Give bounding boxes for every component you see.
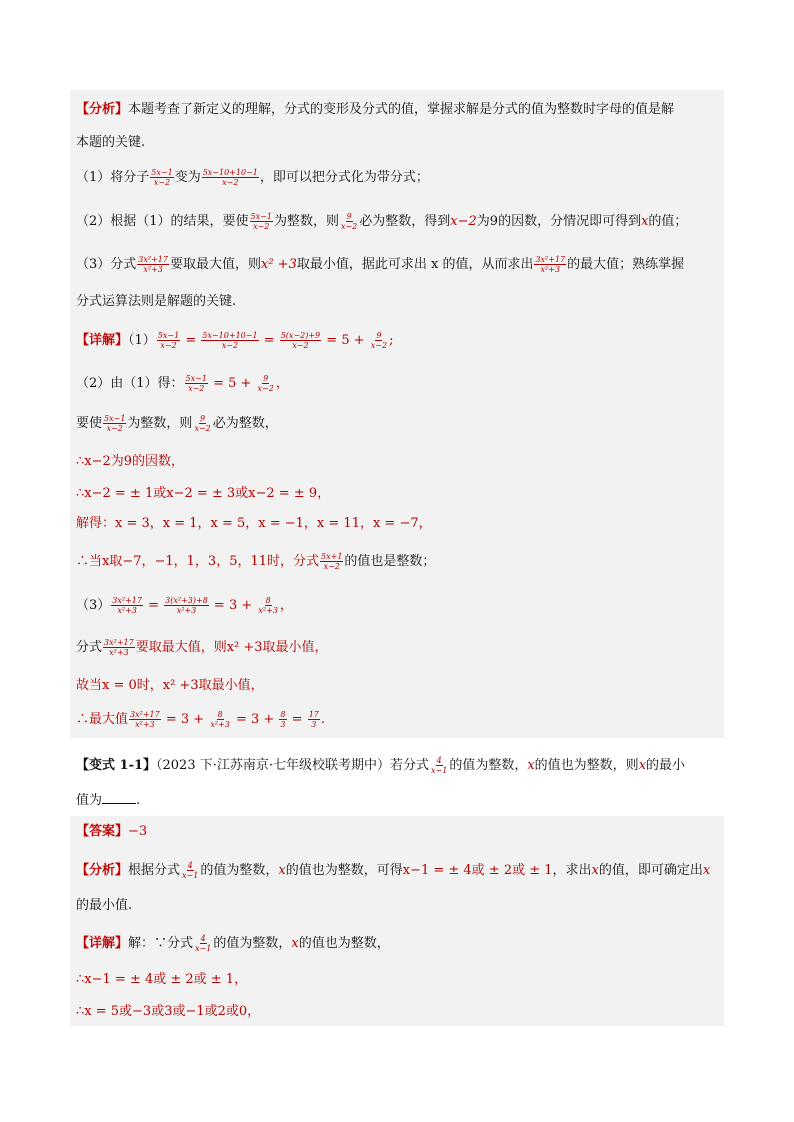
frac-num: 5x−1 — [151, 168, 173, 177]
math: = 5 + — [322, 333, 369, 348]
math-text: 要取最大值，则x² +3取最小值， — [135, 640, 328, 655]
text: 的值也为整数， — [298, 936, 390, 951]
analysis-tag: 【分析】 — [76, 102, 129, 117]
fraction — [250, 212, 273, 231]
math: ， — [275, 376, 289, 391]
frac-num: 5x−1 — [104, 414, 126, 423]
frac-den: x−2 — [194, 424, 211, 433]
frac-den: x²+3 — [135, 720, 155, 729]
text: 的值为整数， — [213, 936, 292, 951]
answer-blank — [102, 790, 136, 804]
analysis-line-2 — [76, 133, 145, 153]
variant-question-line-2 — [76, 790, 140, 810]
frac-den: x−2 — [323, 562, 340, 571]
frac-den: x−2 — [340, 222, 358, 231]
text: 本题的关键. — [76, 135, 146, 150]
frac-num: 4 — [200, 934, 206, 943]
text: （1）将分子 — [76, 170, 150, 185]
detail-line-11 — [76, 710, 325, 730]
analysis-step-2 — [76, 212, 687, 232]
fraction — [103, 638, 135, 657]
fraction — [129, 710, 161, 729]
text: 的值也为整数，可得 — [285, 863, 403, 878]
text: 的值为整数， — [200, 863, 279, 878]
frac-den: x²+3 — [258, 606, 278, 615]
analysis-step-3 — [76, 255, 684, 275]
fraction — [320, 552, 343, 571]
fraction — [193, 414, 211, 433]
text: 的最小值. — [76, 898, 133, 913]
variant-analysis-line-2 — [76, 896, 132, 916]
fraction — [257, 374, 275, 393]
fraction — [430, 756, 448, 775]
text: 的值为整数， — [449, 758, 528, 773]
math: x — [641, 214, 649, 229]
math-text: ∴最大值 — [76, 712, 129, 727]
variant-analysis-line-1 — [76, 861, 710, 881]
detail-line-4 — [76, 452, 184, 472]
math: = — [143, 598, 164, 613]
frac-den: x−2 — [257, 384, 274, 393]
math: = — [259, 333, 279, 348]
text: 的最小 — [646, 758, 686, 773]
text: 本题考查了新定义的理解，分式的变形及分式的值，掌握求解是分式的值为整数时字母的值是解 — [128, 102, 675, 117]
answer-panel-2 — [70, 816, 724, 1026]
fraction — [308, 710, 320, 729]
text: 为整数，则 — [273, 214, 339, 229]
math: = 5 + — [208, 376, 256, 391]
frac-num: 5x−1 — [185, 374, 207, 383]
frac-num: 9 — [263, 374, 269, 383]
math: x — [638, 758, 647, 773]
frac-den: x−1 — [195, 944, 212, 953]
text: （2）根据（1）的结果，要使 — [76, 214, 249, 229]
text: 变为 — [174, 170, 201, 185]
text: 的值也为整数，则 — [534, 758, 639, 773]
frac-den: 3 — [280, 720, 286, 729]
analysis-tag: 【分析】 — [76, 863, 129, 878]
frac-num: 3x²+17 — [104, 638, 134, 647]
frac-num: 5x−1 — [157, 331, 180, 340]
frac-den: x−2 — [153, 178, 171, 187]
frac-num: 9 — [376, 331, 382, 340]
math: x−2 — [450, 214, 477, 229]
fraction — [194, 934, 212, 953]
variant-question-line-1 — [76, 756, 685, 776]
text: 的值也是整数； — [344, 554, 436, 569]
answer-line — [76, 822, 147, 842]
math-text: ∴x−1 = ± 4或 ± 2或 ± 1， — [76, 972, 248, 987]
text: ，求出 — [552, 863, 592, 878]
math-text: 故当x = 0时，x² +3取最小值， — [76, 678, 264, 693]
fraction — [150, 168, 173, 187]
math: ， — [279, 598, 293, 613]
frac-num: 8 — [265, 596, 271, 605]
math-text: 解得：x = 3，x = 1，x = 5，x = −1，x = 11，x = −7， — [76, 516, 432, 531]
fraction — [534, 255, 566, 274]
analysis-step-1 — [76, 168, 429, 188]
frac-num: 3x²+17 — [535, 255, 566, 264]
fraction — [181, 861, 199, 880]
detail-line-5 — [76, 484, 330, 504]
frac-den: x−1 — [182, 871, 199, 880]
fraction — [280, 331, 321, 350]
math: = 3 + — [161, 712, 209, 727]
text: . — [136, 793, 141, 808]
text: （2023 下·江苏南京·七年级校联考期中）若分式 — [156, 758, 429, 773]
detail-line-1 — [76, 331, 393, 351]
frac-num: 3(x²+3)+8 — [165, 596, 208, 605]
detail-line-3 — [76, 414, 278, 434]
math: x² +3 — [261, 257, 297, 272]
text: （2）由（1）得： — [76, 376, 184, 391]
math: x — [591, 863, 599, 878]
fraction — [137, 255, 169, 274]
detail-line-6 — [76, 514, 432, 534]
answer-value: −3 — [128, 824, 148, 839]
detail-line-2 — [76, 374, 289, 394]
text: 要使 — [76, 416, 103, 431]
math-text: ∴x = 5或−3或3或−1或2或0， — [76, 1004, 261, 1019]
frac-den: 3 — [311, 720, 317, 729]
text: 为整数，则 — [127, 416, 193, 431]
text: 分式运算法则是解题的关键. — [76, 294, 237, 309]
math: x — [291, 936, 299, 951]
math: = — [287, 712, 307, 727]
fraction — [340, 212, 358, 231]
fraction — [202, 168, 259, 187]
text: 根据分式 — [128, 863, 181, 878]
math-text: ∴当x取−7，−1，1，3，5，11时，分式 — [76, 554, 320, 569]
fraction — [201, 331, 258, 350]
text: （3）分式 — [76, 257, 137, 272]
frac-den: x−2 — [370, 341, 388, 350]
frac-den: x²+3 — [176, 606, 197, 615]
frac-num: 8 — [217, 710, 223, 719]
fraction — [164, 596, 209, 615]
fraction — [209, 710, 231, 729]
fraction — [257, 596, 279, 615]
text: 的值，即可确定出 — [598, 863, 703, 878]
frac-num: 3x²+17 — [130, 710, 160, 719]
frac-num: 17 — [308, 710, 319, 719]
detail-line-9 — [76, 638, 328, 658]
text: 必为整数，得到 — [359, 214, 451, 229]
frac-num: 9 — [346, 212, 352, 221]
frac-den: x²+3 — [143, 265, 163, 274]
frac-den: x²+3 — [117, 606, 137, 615]
text: 的值； — [648, 214, 688, 229]
frac-num: 5x−10+10−1 — [202, 168, 258, 177]
answer-tag: 【答案】 — [76, 824, 129, 839]
fraction — [370, 331, 388, 350]
detail-tag: 【详解】 — [76, 936, 129, 951]
frac-den: x−2 — [160, 341, 177, 350]
math: x — [278, 863, 286, 878]
math: = — [181, 333, 201, 348]
analysis-step-3-line-2 — [76, 292, 236, 312]
text: 解：∵分式 — [128, 936, 194, 951]
detail-line-7 — [76, 552, 435, 572]
math: x−1 = ± 4或 ± 2或 ± 1 — [402, 863, 553, 878]
text: （1） — [128, 333, 156, 348]
fraction — [185, 374, 208, 393]
frac-num: 9 — [200, 414, 206, 423]
frac-num: 8 — [280, 710, 286, 719]
math-text: ∴x−2 = ± 1或x−2 = ± 3或x−2 = ± 9， — [76, 486, 331, 501]
math: x — [527, 758, 535, 773]
variant-tag: 【变式 1-1】 — [76, 758, 157, 773]
text: ，即可以把分式化为带分式； — [259, 170, 429, 185]
frac-den: x−2 — [188, 384, 205, 393]
math-text: ∴x−2为9的因数， — [76, 454, 185, 469]
math: . — [320, 712, 326, 727]
math: = 3 + — [231, 712, 279, 727]
frac-num: 5x−10+10−1 — [202, 331, 258, 340]
frac-den: x−2 — [253, 222, 270, 231]
frac-num: 5(x−2)+9 — [280, 331, 321, 340]
frac-den: x−2 — [221, 341, 239, 350]
text: 值为 — [76, 793, 103, 808]
frac-num: 3x²+17 — [112, 596, 142, 605]
frac-num: 3x²+17 — [138, 255, 168, 264]
math: ; — [389, 333, 394, 348]
frac-den: x−2 — [292, 341, 309, 350]
detail-tag: 【详解】 — [76, 333, 129, 348]
fraction — [157, 331, 180, 350]
detail-line-8 — [76, 596, 293, 616]
fraction — [103, 414, 126, 433]
frac-den: x²+3 — [540, 265, 561, 274]
detail-line-10 — [76, 676, 264, 696]
fraction — [111, 596, 143, 615]
text: 取最小值，据此可求出 x 的值，从而求出 — [296, 257, 534, 272]
frac-num: 5x−1 — [250, 212, 272, 221]
text: 的最大值；熟练掌握 — [567, 257, 685, 272]
frac-num: 4 — [187, 861, 193, 870]
text: 必为整数， — [212, 416, 278, 431]
variant-detail-line-3 — [76, 1002, 260, 1022]
frac-den: x−2 — [106, 424, 123, 433]
frac-num: 4 — [436, 756, 442, 765]
frac-den: x²+3 — [210, 720, 230, 729]
text: 分式 — [76, 640, 103, 655]
analysis-line-1 — [76, 100, 674, 120]
frac-num: 5x+1 — [321, 552, 343, 561]
fraction — [279, 710, 286, 729]
frac-den: x²+3 — [109, 648, 129, 657]
math: x — [702, 863, 711, 878]
text: 为9的因数，分情况即可得到 — [476, 214, 642, 229]
frac-den: x−2 — [222, 178, 239, 187]
text: 要取最大值，则 — [169, 257, 261, 272]
variant-detail-line-1 — [76, 934, 390, 954]
math: = 3 + — [209, 598, 257, 613]
variant-detail-line-2 — [76, 970, 247, 990]
frac-den: x−1 — [431, 766, 448, 775]
text: （3） — [76, 598, 111, 613]
